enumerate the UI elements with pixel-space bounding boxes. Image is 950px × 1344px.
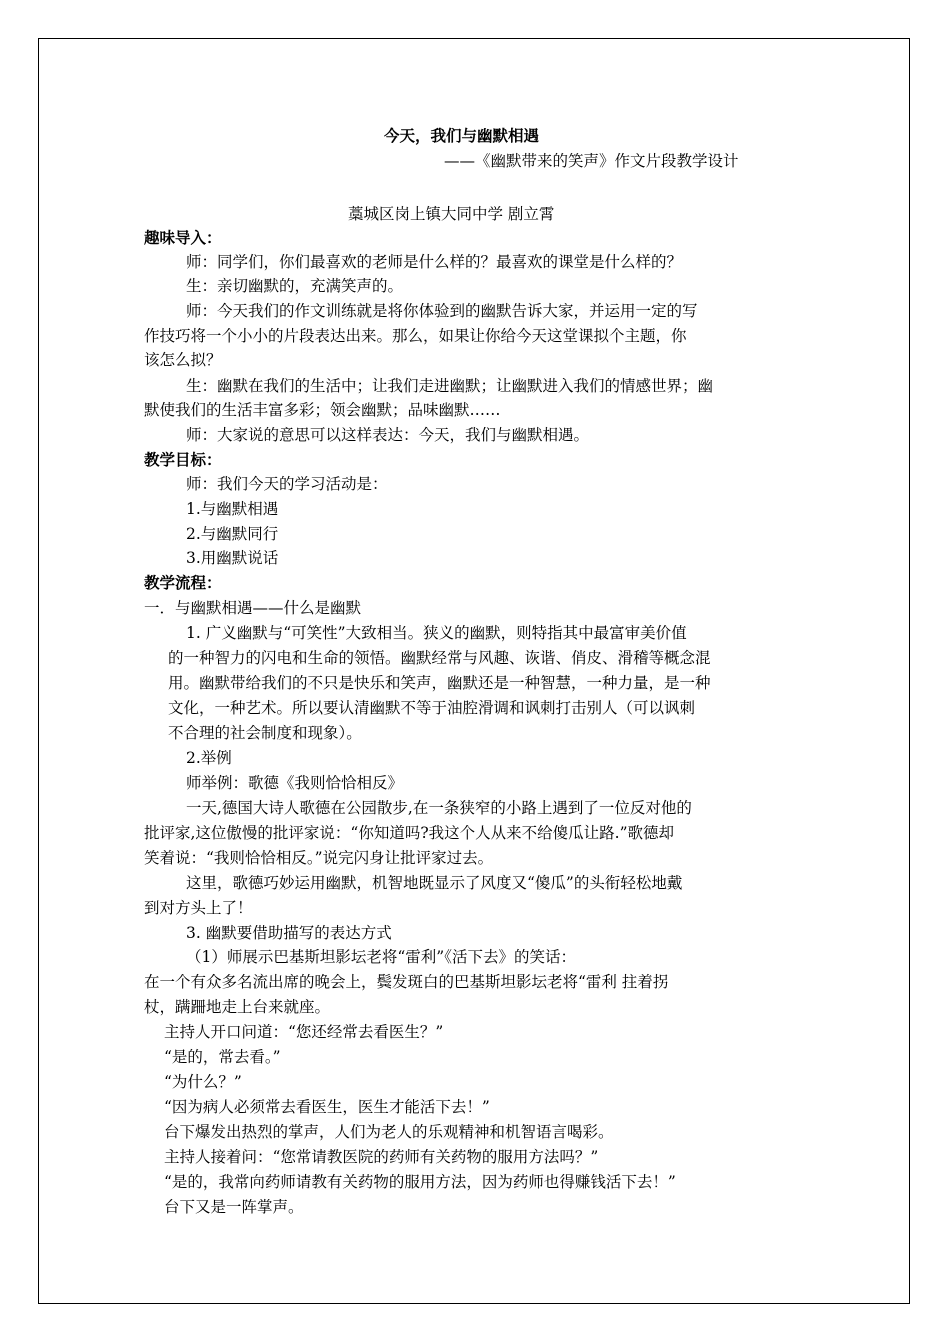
section-heading-intro: 趣味导入： bbox=[144, 228, 222, 247]
page-title: 今天，我们与幽默相遇 bbox=[384, 126, 540, 145]
paragraph-line: 师：大家说的意思可以这样表达：今天，我们与幽默相遇。 bbox=[186, 426, 590, 444]
paragraph-line: 这里，歌德巧妙运用幽默，机智地既显示了风度又“傻瓜”的头衔轻松地戴 bbox=[186, 874, 683, 892]
page-subtitle: ——《幽默带来的笑声》作文片段教学设计 bbox=[444, 152, 739, 170]
paragraph-line: （1）师展示巴基斯坦影坛老将“雷利”《活下去》的笑话： bbox=[186, 948, 576, 966]
paragraph-line: 1. 广义幽默与“可笑性”大致相当。狭义的幽默，则特指其中最富审美价值 bbox=[186, 624, 687, 642]
paragraph-line: 师：我们今天的学习活动是： bbox=[186, 475, 388, 493]
paragraph-line: “是的，我常向药师请教有关药物的服用方法，因为药师也得赚钱活下去！” bbox=[164, 1173, 676, 1191]
section-heading-process: 教学流程： bbox=[144, 573, 222, 592]
paragraph-line: 作技巧将一个小小的片段表达出来。那么，如果让你给今天这堂课拟个主题，你 bbox=[144, 327, 687, 345]
paragraph-line: 批评家,这位傲慢的批评家说：“你知道吗?我这个人从来不给傻瓜让路.”歌德却 bbox=[144, 824, 675, 842]
paragraph-line: 师：同学们，你们最喜欢的老师是什么样的？最喜欢的课堂是什么样的？ bbox=[186, 253, 683, 271]
paragraph-line: “因为病人必须常去看医生，医生才能活下去！” bbox=[164, 1098, 490, 1116]
paragraph-line: 的一种智力的闪电和生命的领悟。幽默经常与风趣、诙谐、俏皮、滑稽等概念混 bbox=[168, 649, 711, 667]
list-item: 2.与幽默同行 bbox=[186, 525, 279, 543]
paragraph-line: “为什么？” bbox=[164, 1073, 242, 1091]
list-item: 1.与幽默相遇 bbox=[186, 500, 279, 518]
paragraph-line: 师举例：歌德《我则恰恰相反》 bbox=[186, 774, 404, 792]
paragraph-line: 不合理的社会制度和现象）。 bbox=[168, 724, 362, 742]
paragraph-line: 默使我们的生活丰富多彩；领会幽默；品味幽默…… bbox=[144, 401, 501, 419]
subsection-heading: 一．与幽默相遇——什么是幽默 bbox=[144, 599, 362, 617]
paragraph-line: “是的，常去看。” bbox=[164, 1048, 281, 1066]
paragraph-line: 3. 幽默要借助描写的表达方式 bbox=[186, 924, 392, 942]
paragraph-line: 台下又是一阵掌声。 bbox=[164, 1198, 304, 1216]
paragraph-line: 该怎么拟？ bbox=[144, 351, 222, 369]
paragraph-line: 笑着说：“我则恰恰相反。”说完闪身让批评家过去。 bbox=[144, 849, 494, 867]
list-item: 3.用幽默说话 bbox=[186, 549, 279, 567]
paragraph-line: 生：幽默在我们的生活中；让我们走进幽默；让幽默进入我们的情感世界；幽 bbox=[186, 377, 714, 395]
paragraph-line: 一天,德国大诗人歌德在公园散步,在一条狭窄的小路上遇到了一位反对他的 bbox=[186, 799, 692, 817]
paragraph-line: 在一个有众多名流出席的晚会上，鬓发斑白的巴基斯坦影坛老将“雷利 拄着拐 bbox=[144, 973, 669, 991]
author-line: 藁城区岗上镇大同中学 剧立霄 bbox=[348, 205, 555, 223]
paragraph-line: 台下爆发出热烈的掌声，人们为老人的乐观精神和机智语言喝彩。 bbox=[164, 1123, 614, 1141]
paragraph-line: 主持人开口问道：“您还经常去看医生？” bbox=[164, 1023, 444, 1041]
paragraph-line: 杖，蹒跚地走上台来就座。 bbox=[144, 998, 331, 1016]
paragraph-line: 用。幽默带给我们的不只是快乐和笑声，幽默还是一种智慧，一种力量，是一种 bbox=[168, 674, 711, 692]
paragraph-line: 文化，一种艺术。所以要认清幽默不等于油腔滑调和讽刺打击别人（可以讽刺 bbox=[168, 699, 696, 717]
paragraph-line: 主持人接着问：“您常请教医院的药师有关药物的服用方法吗？” bbox=[164, 1148, 599, 1166]
paragraph-line: 生：亲切幽默的，充满笑声的。 bbox=[186, 277, 404, 295]
section-heading-goals: 教学目标： bbox=[144, 450, 222, 469]
paragraph-line: 师：今天我们的作文训练就是将你体验到的幽默告诉大家，并运用一定的写 bbox=[186, 302, 698, 320]
paragraph-line: 2.举例 bbox=[186, 749, 232, 767]
paragraph-line: 到对方头上了！ bbox=[144, 899, 253, 917]
